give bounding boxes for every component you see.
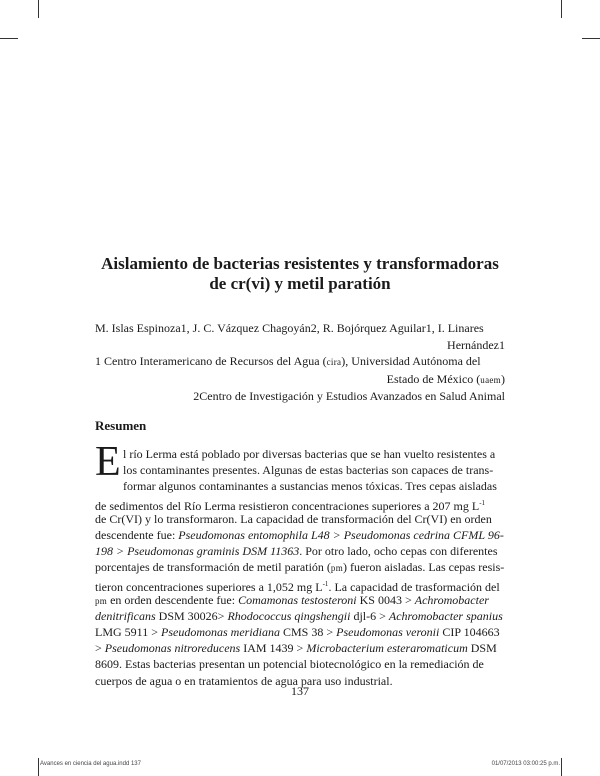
crop-mark — [0, 38, 18, 39]
abstract-line: de sedimentos del Río Lerma resistieron concentraciones superiores a 207 mg $L^{-1}$ — [95, 498, 486, 513]
crop-mark — [561, 0, 562, 18]
abstract-line: los contaminantes presentes. Algunas de estas bacterias son capaces de trans- — [123, 463, 494, 478]
abstract-line: descendente fue: Pseudomonas entomophila L48 > Pseudomonas cedrina CFML 96- — [95, 527, 504, 542]
crop-mark — [38, 758, 39, 776]
abstract-line: denitrificans DSM 30026> Rhodococcus qingshengii djl-6 > Achromobacter spanius — [95, 608, 503, 623]
abstract-line: LMG 5911 > Pseudomonas meridiana CMS 38 > Pseudomonas veronii CIP 104663 — [95, 625, 500, 640]
abstract-line: 8609. Estas bacterias presentan un potencial biotecnológico en la remediación de — [95, 657, 484, 672]
crop-mark — [582, 38, 600, 39]
affiliation-1-cont: Estado de México (uaem) — [386, 371, 505, 386]
paper-title — [60, 254, 540, 294]
abstract-line: cuerpos de agua o en tratamientos de agua para uso industrial. — [95, 673, 393, 688]
abstract-line: > Pseudomonas nitroreducens IAM 1439 > Microbacterium esteraromaticum DSM — [95, 641, 497, 656]
affiliation-1: 1 Centro Interamericano de Recursos del Agua (cira), Universidad Autónoma del — [95, 354, 481, 369]
author-list: M. Islas Espinoza1, J. C. Vázquez Chagoyán2, R. Bojórquez Aguilar1, I. Linares — [95, 321, 484, 335]
abstract-body — [95, 439, 505, 689]
abstract-line: de Cr(VI) y lo transformaron. La capacidad de transformación del Cr(VI) en orden — [95, 511, 492, 526]
print-slug-right: 01/07/2013 03:00:25 p.m. — [491, 761, 560, 767]
abstract-line: l río Lerma está poblado por diversas bacterias que se han vuelto resistentes a — [123, 447, 496, 461]
crop-mark — [561, 758, 562, 776]
section-heading: Resumen — [95, 418, 147, 433]
abstract-line: 198 > Pseudomonas graminis DSM 11363. Por otro lado, ocho cepas con diferentes — [95, 544, 498, 559]
crop-mark — [38, 0, 39, 18]
affiliation-2: 2Centro de Investigación y Estudios Avanzados en Salud Animal — [193, 389, 505, 404]
abstract-line: formar algunos contaminantes a sustancias menos tóxicas. Tres cepas aisladas — [123, 479, 497, 494]
author-list-cont: Hernández1 — [447, 337, 505, 352]
author-block — [95, 320, 505, 405]
title-line: de cr(vi) y metil paratión — [209, 274, 391, 293]
abstract-line: pm en orden descendente fue: Comamonas testosteroni KS 0043 > Achromobacter — [95, 592, 489, 607]
abstract-line: porcentajes de transformación de metil paratión (pm) fueron aisladas. Las cepas resis- — [95, 560, 505, 575]
abstract-line: tieron concentraciones superiores a 1,052 mg $L^{-1}$. La capacidad de trasformación del — [95, 579, 500, 594]
print-slug-left: Avances en ciencia del agua.indd 137 — [40, 761, 141, 767]
title-line: Aislamiento de bacterias resistentes y transformadoras — [101, 254, 499, 273]
drop-cap: E — [95, 439, 121, 485]
page-number: 137 — [291, 684, 309, 698]
